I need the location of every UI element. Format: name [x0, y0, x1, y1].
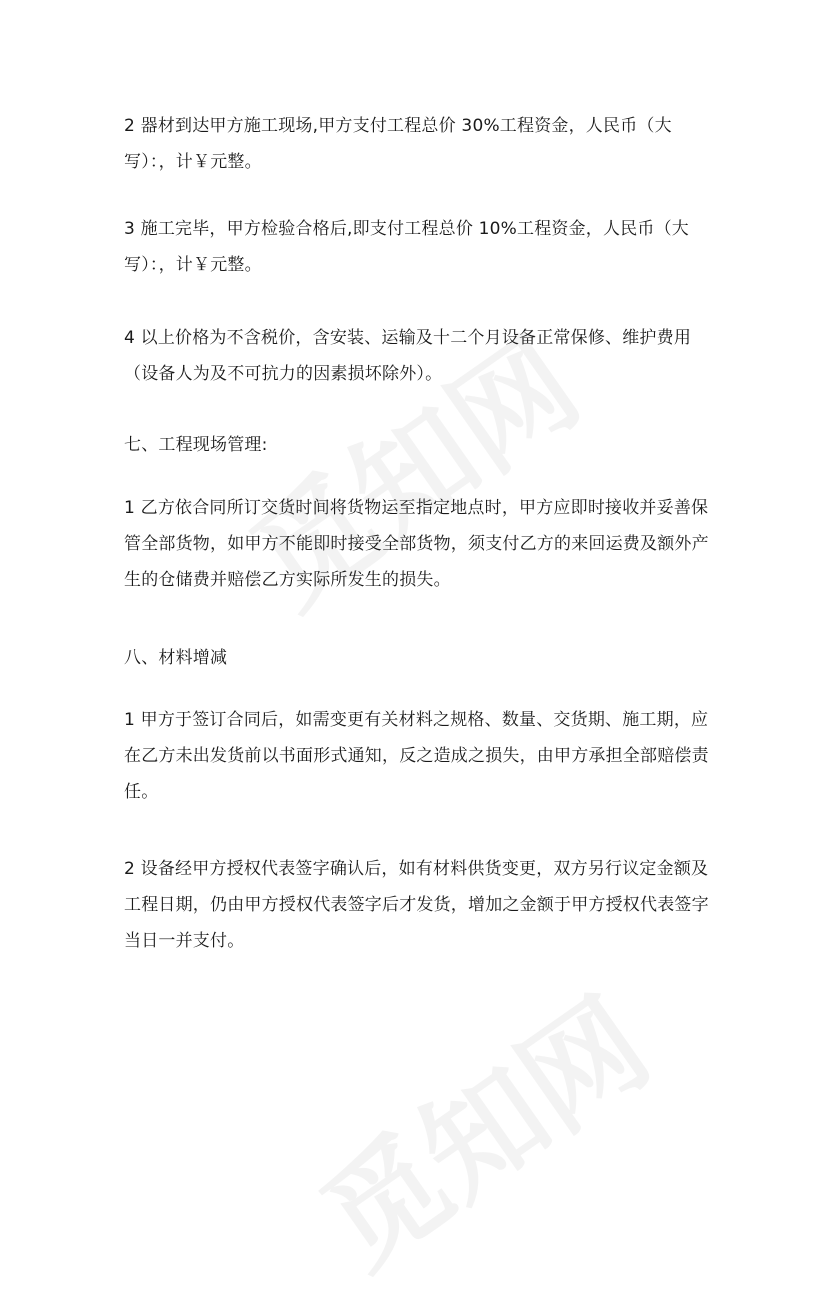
paragraph-line: 2 器材到达甲方施工现场,甲方支付工程总价 30%工程资金，人民币（大: [124, 116, 672, 136]
paragraph-material-2: [124, 851, 709, 959]
heading-line: 七、工程现场管理:: [124, 435, 268, 455]
paragraph-line: 写）：，计￥元整。: [124, 152, 262, 172]
paragraph-material-1: [124, 702, 709, 810]
paragraph-line: 4 以上价格为不含税价，含安装、运输及十二个月设备正常保修、维护费用: [124, 328, 692, 348]
paragraph-line: （设备人为及不可抗力的因素损坏除外）。: [124, 364, 443, 384]
watermark-logo-bottom: [283, 952, 677, 1299]
paragraph-line: 3 施工完毕，甲方检验合格后,即支付工程总价 10%工程资金，人民币（大: [124, 219, 690, 239]
paragraph-line: 1 甲方于签订合同后，如需变更有关材料之规格、数量、交货期、施工期，应: [124, 710, 709, 730]
paragraph-payment-2: [124, 108, 704, 180]
section-heading-8: [124, 640, 704, 676]
paragraph-line: 工程日期，仍由甲方授权代表签字后才发货，增加之金额于甲方授权代表签字: [124, 895, 709, 915]
section-heading-7: [124, 427, 704, 463]
paragraph-site-1: [124, 490, 709, 598]
paragraph-line: 1 乙方依合同所订交货时间将货物运至指定地点时，甲方应即时接收并妥善保: [124, 498, 709, 518]
paragraph-line: 写）：，计￥元整。: [124, 255, 262, 275]
paragraph-payment-3: [124, 211, 704, 283]
paragraph-line: 任。: [124, 782, 159, 802]
paragraph-line: 生的仓储费并赔偿乙方实际所发生的损失。: [124, 570, 451, 590]
paragraph-line: 在乙方未出发货前以书面形式通知，反之造成之损失，由甲方承担全部赔偿责: [124, 746, 709, 766]
paragraph-payment-4: [124, 320, 704, 392]
heading-line: 八、材料增减: [124, 648, 228, 668]
paragraph-line: 管全部货物，如甲方不能即时接受全部货物，须支付乙方的来回运费及额外产: [124, 534, 709, 554]
paragraph-line: 当日一并支付。: [124, 931, 245, 951]
paragraph-line: 2 设备经甲方授权代表签字确认后，如有材料供货变更，双方另行议定金额及: [124, 859, 709, 879]
